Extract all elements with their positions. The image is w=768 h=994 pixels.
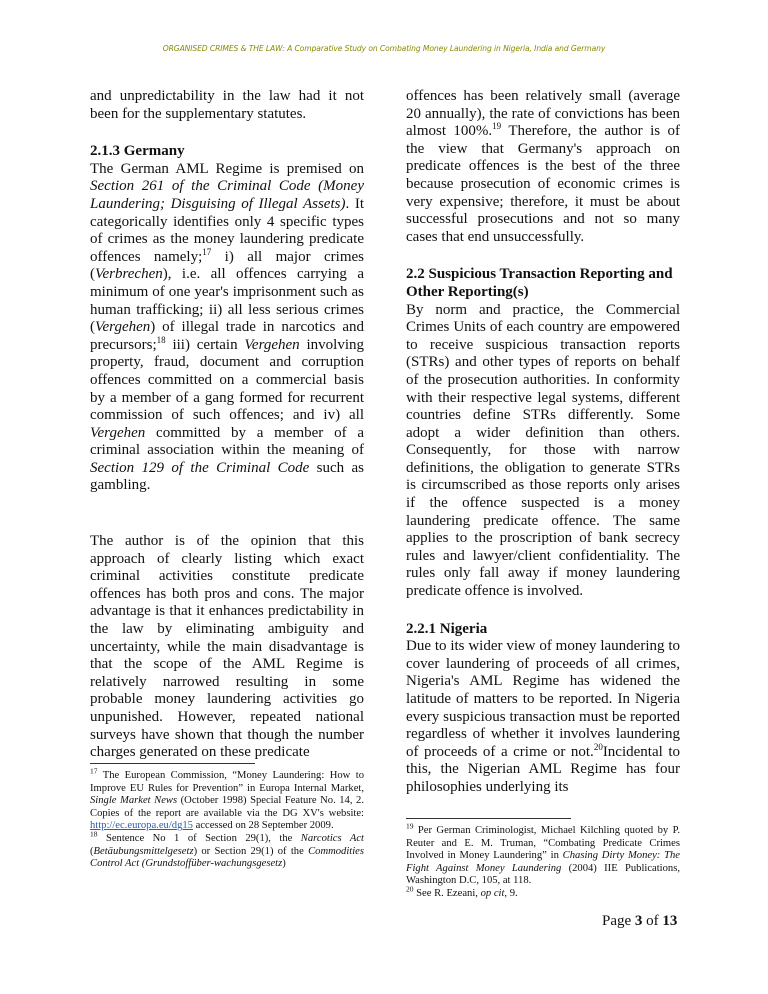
paragraph-nigeria: Due to its wider view of money laundering to cover laundering of proceeds of all crimes, Nigeria's AML Regime has widened the latitude of matters to be reported. In Nigeria every suspicious transaction must be reported regardless of whether it involves laundering of proceeds of a crime or not.$^{20}$Incidental to this, the Nigerian AML Regime has four philosophies underlying its [406,638,680,795]
left-column [90,88,364,780]
footnote-ref-19[interactable]: 19 [492,121,502,132]
footnotes-left [90,766,364,871]
footnote-link[interactable]: http://ec.europa.eu/dg15 [90,820,193,832]
section-heading-nigeria: 2.2.1 Nigeria [406,620,488,637]
page-number: Page 3 of 13 [602,913,678,929]
section-heading-germany: 2.1.3 Germany [90,143,185,160]
footnote-19: $^{19}$ Per German Criminologist, Michael Kilchling quoted by P. Reuter and E. M. Truman, “Combating Predicate Crimes Involved in Money Laundering” in Chasing Dirty Money: The Fight Against Money Laundering (2004) IIE Publications, Washington D.C, 105, at 118. [406,821,680,887]
running-header: ORGANISED CRIMES & THE LAW: A Comparative Study on Combating Money Laundering in Nigeria, India and Germany [162,44,606,53]
footnote-divider-right [406,818,571,819]
paragraph-germany: The German AML Regime is premised on Section 261 of the Criminal Code (Money Laundering; Disguising of Illegal Assets). It categorically identifies only 4 specific types of crimes as the money laundering predicate offences namely;$^{17}$ i) all major crimes (Verbrechen), i.e. all offences carrying a minimum of one year's imprisonment such as human trafficking; ii) all less serious crimes (Vergehen) of illegal trade in narcotics and precursors;$^{18}$ iii) certain Vergehen involving property, fraud, document and corruption offences committed on a commercial basis by a member of a gang formed for recurrent commission of such offences; and iv) all Vergehen committed by a member of a criminal association within the meaning of Section 129 of the Criminal Code such as gambling. [90,160,365,494]
footnote-divider [90,763,255,764]
footnote-ref-18[interactable]: 18 [156,334,166,345]
section-heading-str: 2.2 Suspicious Transaction Reporting and Other Reporting(s) [406,266,673,300]
right-column [406,88,680,815]
footnote-18: $^{18}$ Sentence No 1 of Section 29(1), the Narcotics Act (Betäubungsmittelgesetz) or Section 29(1) of the Commodities Control Act (Grundstoffüber-wachungsgesetz) [90,829,364,870]
paragraph-continuation: and unpredictability in the law had it not been for the supplementary statutes. [90,88,364,122]
footnotes-right [406,821,680,901]
paragraph-str: By norm and practice, the Commercial Crimes Units of each country are empowered to receive suspicious transaction reports (STRs) and other types of reports on behalf of the prosecution authorities. In conformity with their respective legal systems, different countries define STRs differently. Some adopt a wider definition than others. Consequently, for those with narrow definitions, the obligation to generate STRs is circumscribed as those reports only arises if the offence suspected is a money laundering predicate offence. The same applies to the proscription of bank secrecy rules and lawyer/client confidentiality. The rules only fall away if money laundering predicate offence is involved. [406,301,680,600]
paragraph-continuation-right: offences has been relatively small (average 20 annually), the rate of convictions has been almost 100%.$^{19}$ Therefore, the author is of the view that Germany's approach on predicate offences is the best of the three because prosecution of economic crimes is very expensive; therefore, it must be about successful prosecutions and not so many cases that end unsuccessfully. [406,88,681,245]
footnote-20: $^{20}$ See R. Ezeani, op cit, 9. [406,884,518,899]
footnote-ref-17[interactable]: 17 [202,246,212,257]
footnote-17: $^{17}$ The European Commission, “Money Laundering: How to Improve EU Rules for Prevention” in Europa Internal Market, Single Market News (October 1998) Special Feature No. 14, 2. Copies of the report are available via the DG XV's website: http://ec.europa.eu/dg15 accessed on 28 September 2009. [90,766,364,832]
paragraph-author-opinion: The author is of the opinion that this approach of clearly listing which exact criminal activities constitute predicate offences has both pros and cons. The major advantage is that it enhances predictability in the law by eliminating ambiguity and uncertainty, while the main disadvantage is that the scope of the AML Regime is relatively narrowed resulting in some probable money laundering activities go unpunished. However, repeated national surveys have shown that though the number charges generated on these predicate [90,533,364,761]
footnote-ref-20[interactable]: 20 [593,741,603,752]
